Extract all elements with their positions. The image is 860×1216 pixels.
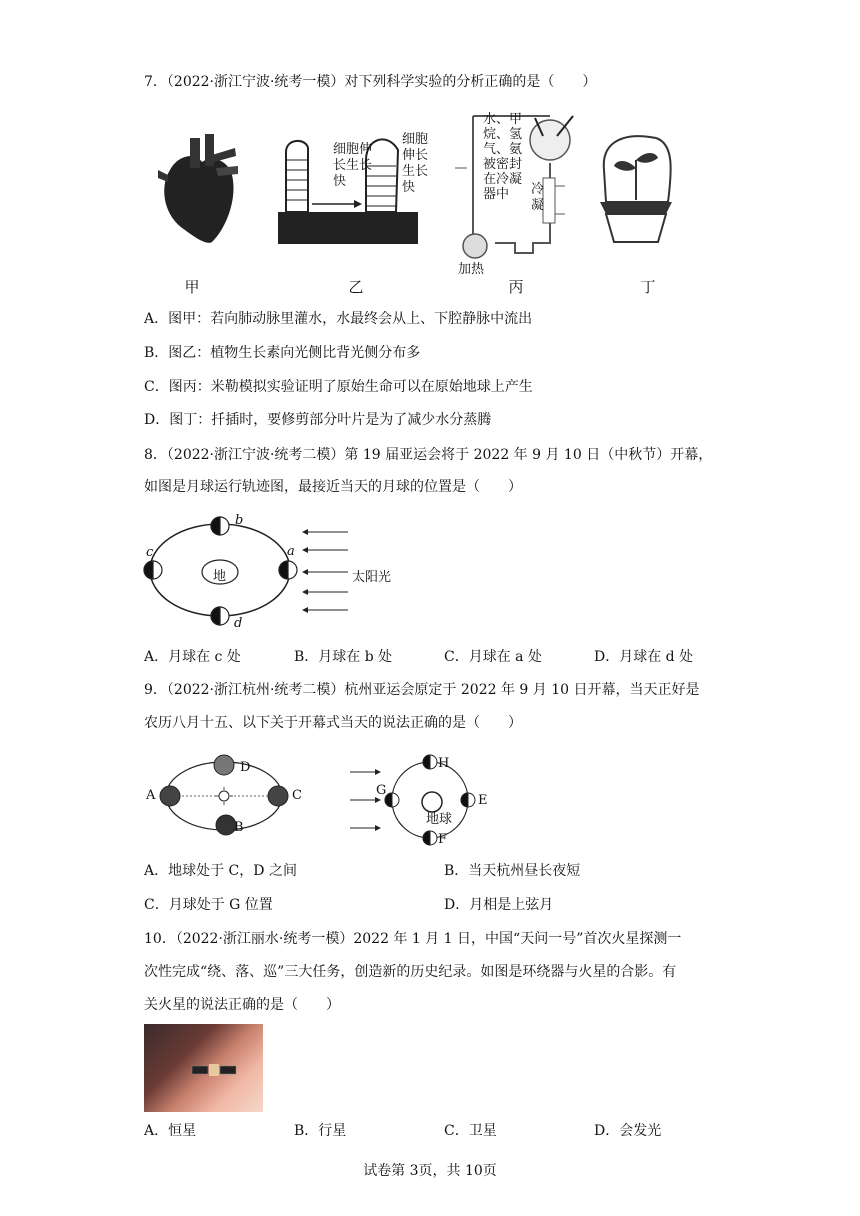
q7-option-b[interactable]: B．图乙：植物生长素向光侧比背光侧分布多 [144,345,421,361]
page-footer: 试卷第 3页，共 10页 [363,1163,497,1179]
condense-label: 冷凝 [531,182,545,213]
q7-option-c[interactable]: C．图丙：米勒模拟实验证明了原始生命可以在原始地球上产生 [144,379,533,395]
heat-label: 加热 [458,262,485,277]
q9-stem-line2: 农历八月十五、以下关于开幕式当天的说法正确的是（ ） [144,715,522,731]
q8-stem-line1: 8．（2022·浙江宁波·统考二模）第 19 届亚运会将于 2022 年 9 月 10 日（中秋节）开幕， [144,447,713,463]
earth-label: 地 [213,569,227,584]
orbit-label-d: D [240,760,251,775]
fig-label-jia: 甲 [184,278,200,296]
pos-label-b: b [235,513,244,528]
q8-option-b[interactable]: B．月球在 b 处 [294,649,393,665]
fig-label-bing: 丙 [508,278,524,296]
phase-label-f: F [438,832,448,847]
q10-option-a[interactable]: A．恒星 [144,1123,197,1139]
stem-note-left: 细胞伸长生长快 [333,142,373,189]
potted-plant-figure [596,130,676,245]
q8-stem-line2: 如图是月球运行轨迹图，最接近当天的月球的位置是（ ） [144,479,522,495]
orbit-label-a: A [146,788,156,803]
sunlight-label: 太阳光 [352,570,392,585]
phase-label-h: H [438,756,450,771]
moon-orbit-figure [140,510,360,635]
fig-label-ding: 丁 [640,278,656,296]
q8-option-c[interactable]: C．月球在 a 处 [444,649,542,665]
q10-option-b[interactable]: B．行星 [294,1123,347,1139]
q10-stem-line2: 次性完成“绕、落、巡”三大任务，创造新的历史纪录。如图是环绕器与火星的合影。有 [144,964,677,980]
q9-option-c[interactable]: C．月球处于 G 位置 [144,897,273,913]
earth-text-label: 地球 [426,812,453,827]
q10-option-d[interactable]: D．会发光 [594,1123,662,1139]
orbit-label-b: B [234,820,244,835]
q7-option-d[interactable]: D．图丁：扦插时，要修剪部分叶片是为了减少水分蒸腾 [144,412,492,428]
q7-stem: 7．（2022·浙江宁波·统考一模）对下列科学实验的分析正确的是（ ） [144,74,597,90]
stem-note-right: 细胞伸长生长快 [402,132,429,195]
pos-label-d: d [234,616,243,631]
phase-label-e: E [478,793,488,808]
moon-phase-figure [345,752,495,837]
q9-option-b[interactable]: B．当天杭州昼长夜短 [444,863,581,879]
q8-option-a[interactable]: A．月球在 c 处 [144,649,241,665]
q8-option-d[interactable]: D．月球在 d 处 [594,649,694,665]
phase-label-g: G [376,783,387,798]
q9-option-d[interactable]: D．月相是上弦月 [444,897,554,913]
pos-label-a: a [287,544,295,559]
q10-stem-line1: 10．（2022·浙江丽水·统考一模）2022 年 1 月 1 日，中国“天问一号”首次火星探测一 [144,931,682,947]
pos-label-c: c [146,545,154,560]
orbit-label-c: C [292,788,302,803]
q10-option-c[interactable]: C．卫星 [444,1123,497,1139]
mars-orbiter-photo [144,1024,263,1112]
q9-stem-line1: 9．（2022·浙江杭州·统考二模）杭州亚运会原定于 2022 年 9 月 10 日开幕，当天正好是 [144,682,700,698]
q7-option-a[interactable]: A．图甲：若向肺动脉里灌水，水最终会从上、下腔静脉中流出 [144,311,533,327]
q10-stem-line3: 关火星的说法正确的是（ ） [144,997,340,1013]
earth-orbit-figure [144,752,304,837]
q9-option-a[interactable]: A．地球处于 C，D 之间 [144,863,297,879]
fig-label-yi: 乙 [348,278,364,296]
miller-note: 水、甲烷、氢气、氨被密封在冷凝器中 [483,112,523,202]
heart-figure [150,130,245,250]
